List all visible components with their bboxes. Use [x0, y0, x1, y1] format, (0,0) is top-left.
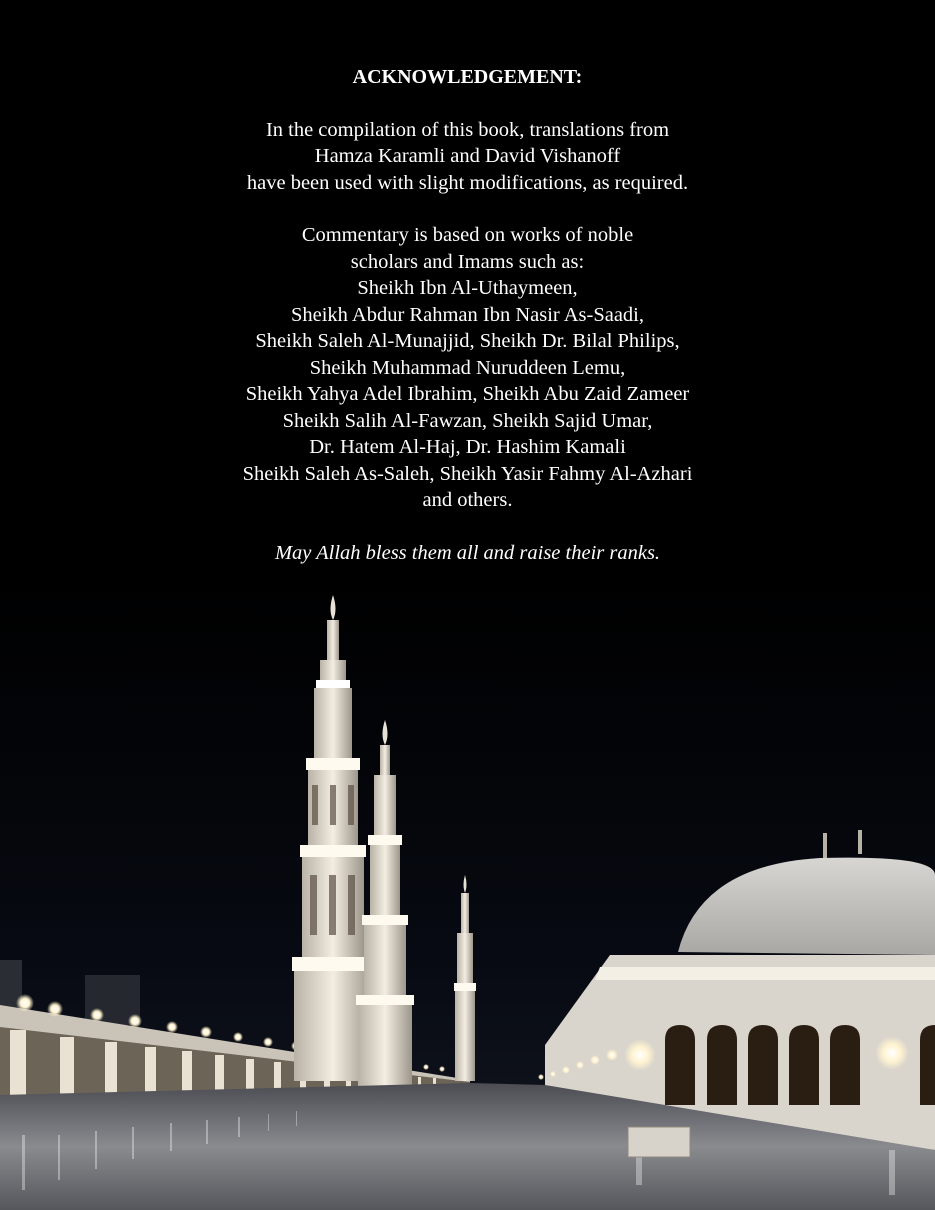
commentary-line: Sheikh Salih Al-Fawzan, Sheikh Sajid Umar, [282, 409, 653, 432]
commentary-line: scholars and Imams such as: [350, 250, 585, 273]
commentary-line: Sheikh Ibn Al-Uthaymeen, [357, 277, 578, 299]
translation-line: have been used with slight modifications, as required. [246, 171, 689, 194]
commentary-line: Sheikh Abdur Rahman Ibn Nasir As-Saadi, [290, 303, 644, 326]
commentary-line: Sheikh Saleh As-Saleh, Sheikh Yasir Fahmy Al-Azhari [242, 462, 693, 485]
commentary-line: Commentary is based on works of noble [301, 224, 634, 246]
commentary-line: Sheikh Muhammad Nuruddeen Lemu, [309, 356, 626, 379]
commentary-line: Sheikh Yahya Adel Ibrahim, Sheikh Abu Zaid Zameer [245, 383, 690, 405]
commentary-line: Sheikh Saleh Al-Munajjid, Sheikh Dr. Bilal Philips, [255, 330, 680, 352]
commentary-line: and others. [422, 489, 513, 511]
translation-line: Hamza Karamli and David Vishanoff [314, 145, 621, 167]
translation-paragraph [0, 117, 935, 197]
commentary-line: Dr. Hatem Al-Haj, Dr. Hashim Kamali [309, 436, 626, 458]
commentary-paragraph [0, 222, 935, 514]
blessing-line: May Allah bless them all and raise their ranks. [274, 541, 661, 564]
page-heading: ACKNOWLEDGEMENT: [352, 66, 583, 88]
translation-line: In the compilation of this book, translations from [265, 118, 670, 141]
mosque-night-photo [0, 575, 935, 1210]
acknowledgement-text [0, 64, 935, 566]
